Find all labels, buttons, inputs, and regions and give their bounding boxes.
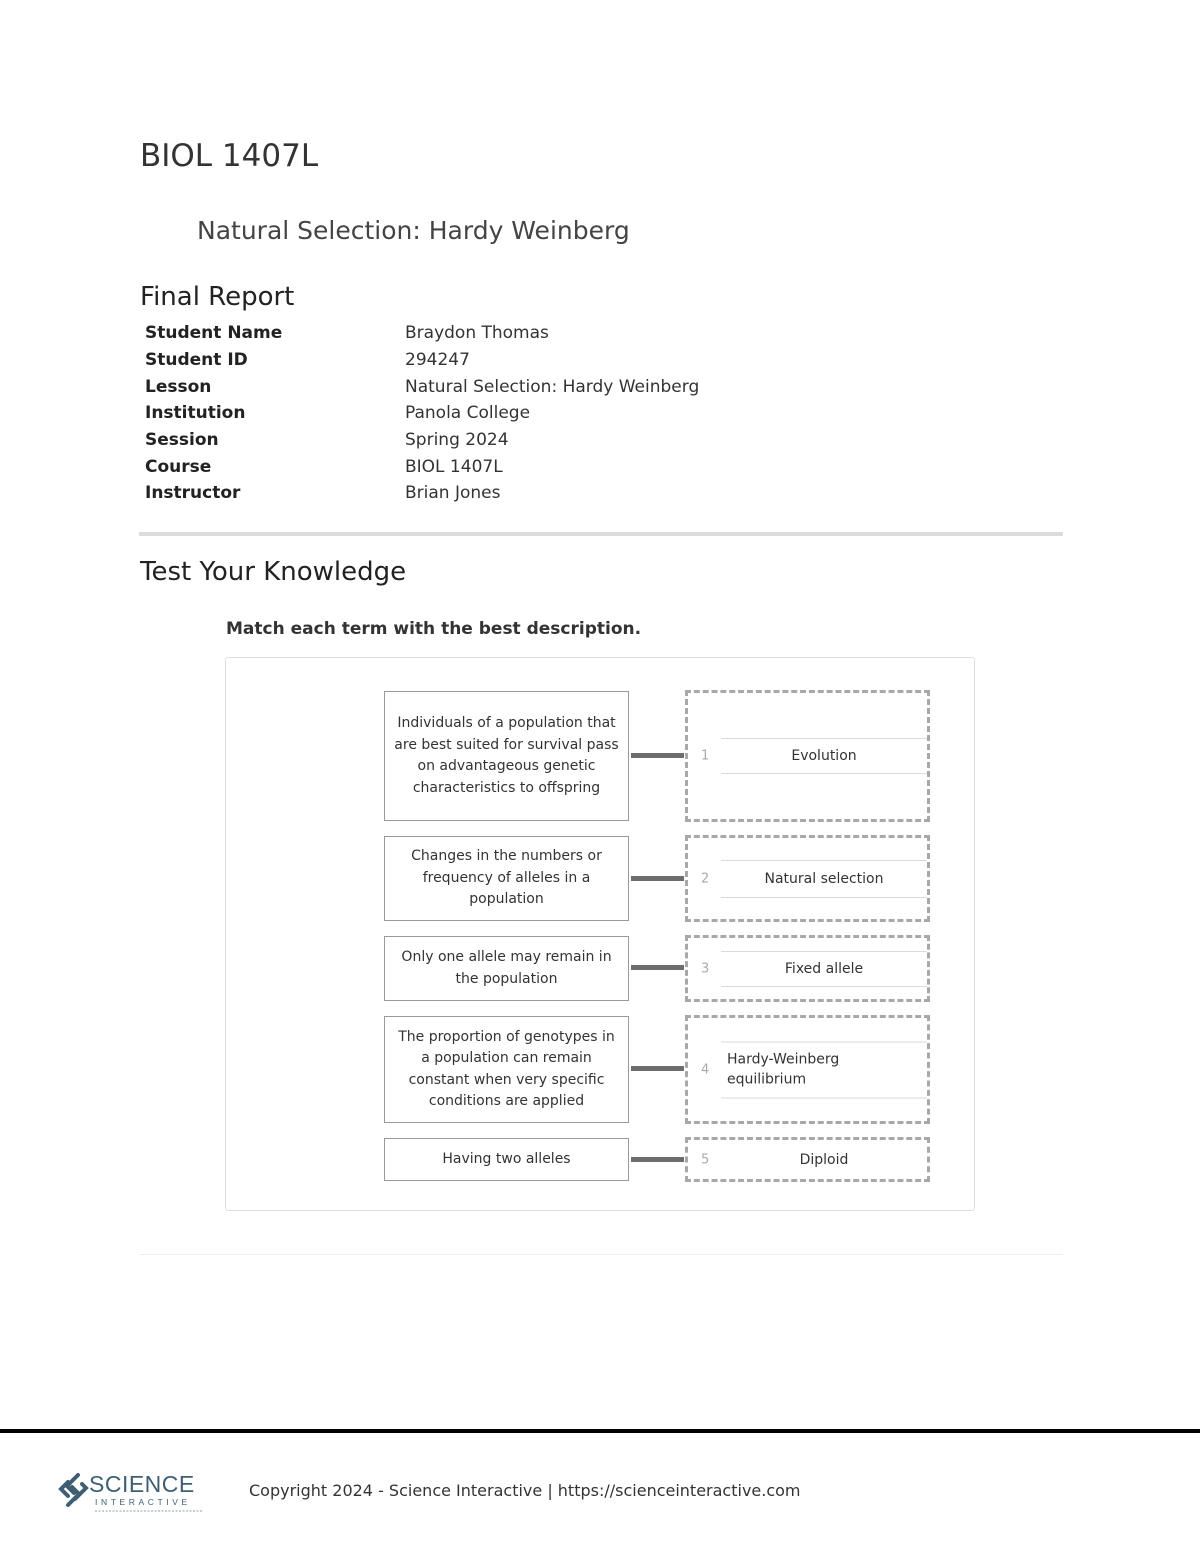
term-item-label: Hardy-Weinberg equilibrium: [727, 1051, 840, 1088]
term-number: 2: [701, 871, 710, 886]
term-number: 3: [701, 961, 710, 976]
term-number: 4: [701, 1062, 710, 1077]
info-value: Braydon Thomas: [405, 323, 549, 344]
info-row-institution: [145, 400, 699, 427]
term-drop-zone[interactable]: [685, 935, 930, 1002]
info-label: Student Name: [145, 323, 283, 344]
term-drop-zone[interactable]: [685, 1137, 930, 1182]
match-connector: [631, 1066, 684, 1071]
logo-subtext: INTERACTIVE: [95, 1497, 191, 1507]
info-label: Lesson: [145, 376, 212, 397]
term-drop-zone[interactable]: [685, 835, 930, 922]
info-label: Institution: [145, 403, 246, 424]
term-item[interactable]: Diploid: [799, 1151, 849, 1168]
description-box[interactable]: Changes in the numbers or frequency of alleles in a population: [384, 836, 629, 921]
term-number: 1: [701, 748, 710, 764]
info-value: Panola College: [405, 403, 531, 424]
match-connector: [631, 1157, 684, 1162]
info-row-lesson: [145, 373, 699, 400]
description-box[interactable]: Individuals of a population that are best suited for survival pass on advantageous genetic characteristics to offspring: [384, 691, 629, 821]
content-divider: [139, 1254, 1063, 1255]
section-divider: [139, 532, 1063, 536]
logo-mark-icon: [61, 1475, 86, 1505]
term-item[interactable]: Natural selection: [721, 860, 927, 898]
match-connector: [631, 965, 684, 970]
info-row-student-name: [145, 320, 699, 347]
info-row-session: [145, 427, 699, 454]
info-label: Instructor: [145, 483, 241, 504]
question-prompt: Match each term with the best description.: [226, 619, 642, 639]
lesson-title: Natural Selection: Hardy Weinberg: [197, 216, 630, 245]
info-value: BIOL 1407L: [405, 456, 503, 477]
term-drop-zone[interactable]: [685, 1015, 930, 1124]
info-value: 294247: [405, 350, 470, 371]
match-connector: [631, 876, 684, 881]
info-row-course: [145, 453, 699, 480]
term-number: 5: [701, 1152, 710, 1167]
term-item[interactable]: Fixed allele: [721, 951, 927, 987]
copyright-text: Copyright 2024 - Science Interactive | https://scienceinteractive.com: [249, 1481, 801, 1500]
logo-text: SCIENCE: [89, 1471, 195, 1497]
info-value: Brian Jones: [405, 483, 501, 504]
info-row-instructor: [145, 480, 699, 507]
match-connector: [631, 753, 684, 758]
info-value: Natural Selection: Hardy Weinberg: [405, 376, 700, 397]
description-box[interactable]: Only one allele may remain in the population: [384, 936, 629, 1001]
term-drop-zone[interactable]: [685, 690, 930, 822]
footer-bar: [0, 1429, 1200, 1433]
info-label: Course: [145, 456, 212, 477]
course-title: BIOL 1407L: [140, 138, 319, 174]
description-box[interactable]: The proportion of genotypes in a population can remain constant when very specific conditions are applied: [384, 1016, 629, 1123]
info-label: Student ID: [145, 350, 248, 371]
report-title: Final Report: [140, 282, 295, 312]
info-row-student-id: [145, 347, 699, 374]
info-value: Spring 2024: [405, 430, 509, 451]
info-label: Session: [145, 430, 219, 451]
term-item[interactable]: [721, 1041, 927, 1098]
report-info-table: [145, 320, 699, 507]
science-interactive-logo: [58, 1469, 208, 1515]
description-box[interactable]: Having two alleles: [384, 1138, 629, 1181]
section-title: Test Your Knowledge: [140, 557, 407, 587]
term-item[interactable]: Evolution: [721, 738, 927, 774]
